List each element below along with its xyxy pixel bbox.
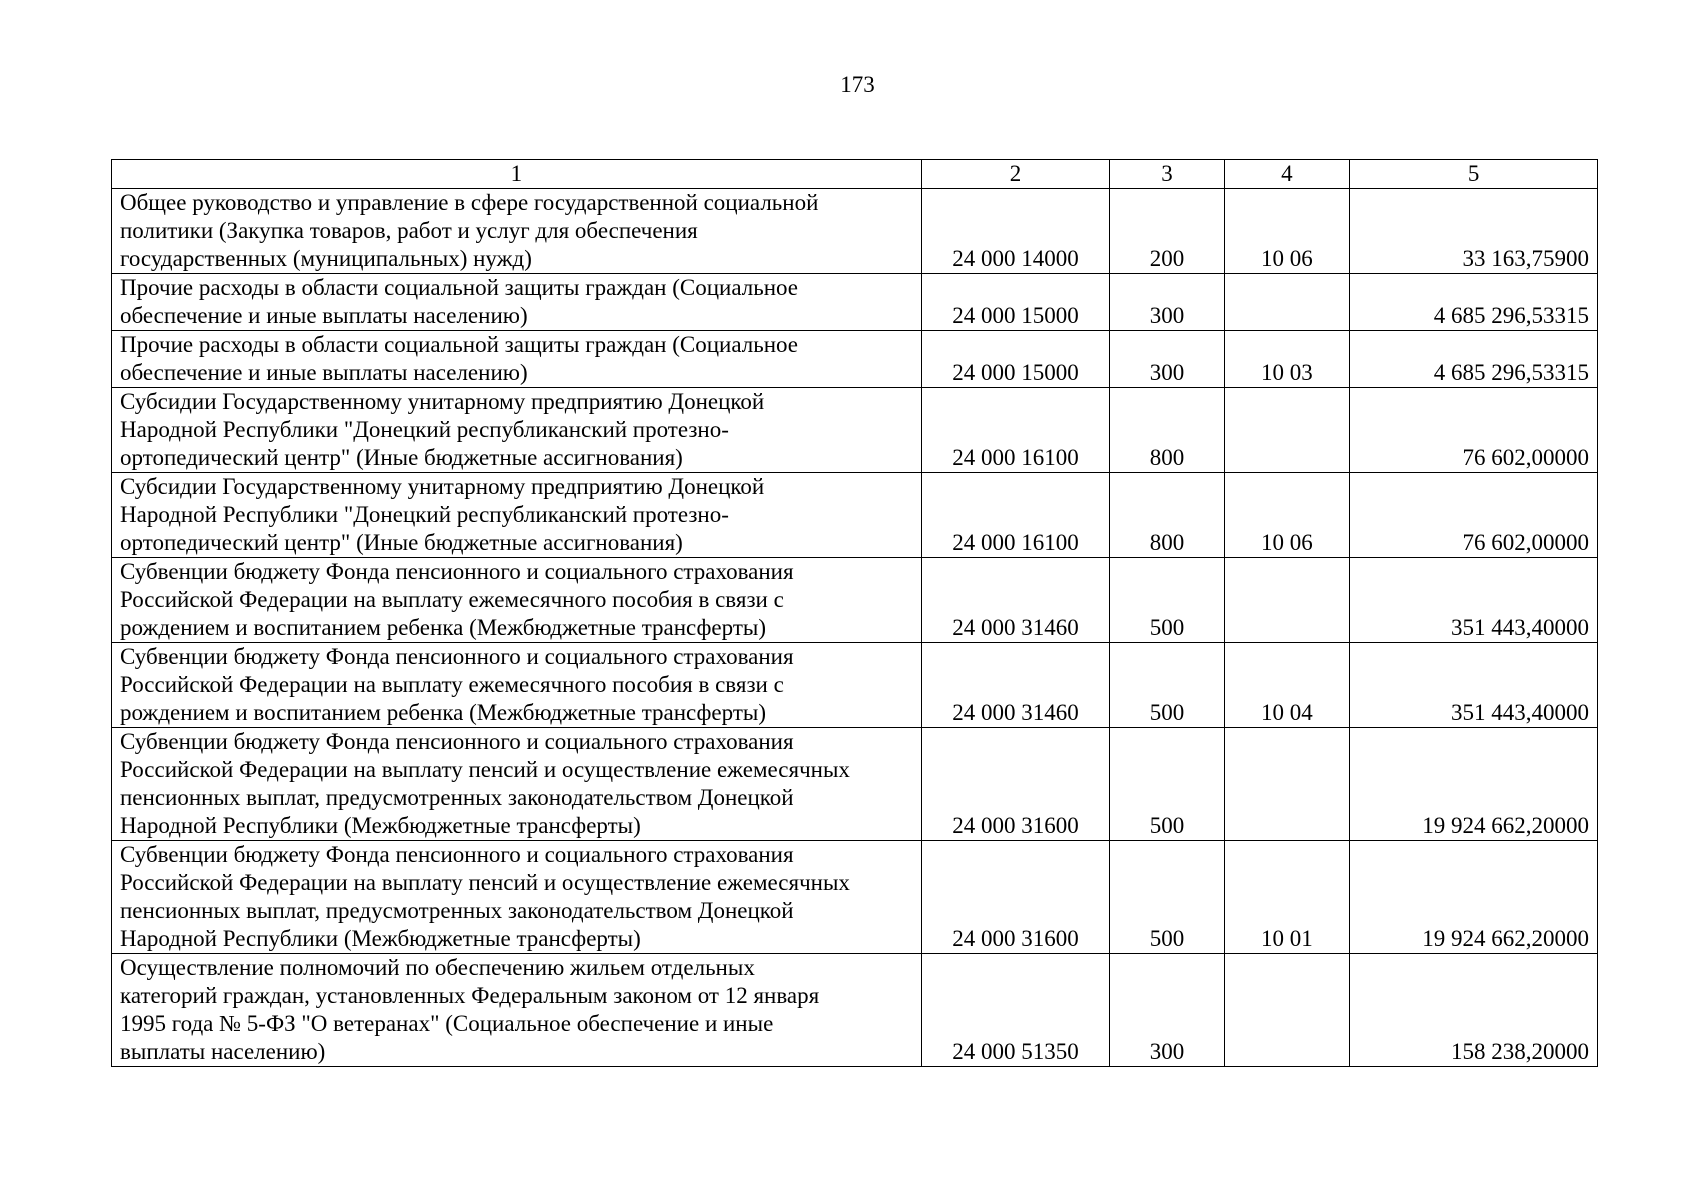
row-code: 24 000 16100 bbox=[921, 473, 1110, 558]
row-section bbox=[1224, 954, 1349, 1067]
table-row bbox=[112, 558, 1598, 643]
row-amount: 351 443,40000 bbox=[1350, 643, 1598, 728]
row-section: 10 04 bbox=[1224, 643, 1349, 728]
row-code: 24 000 31600 bbox=[921, 841, 1110, 954]
row-section: 10 03 bbox=[1224, 331, 1349, 388]
row-code: 24 000 31460 bbox=[921, 558, 1110, 643]
row-amount: 351 443,40000 bbox=[1350, 558, 1598, 643]
header-cell-1: 1 bbox=[112, 160, 922, 189]
row-amount: 33 163,75900 bbox=[1350, 189, 1598, 274]
table-row bbox=[112, 954, 1598, 1067]
header-cell-3: 3 bbox=[1110, 160, 1224, 189]
row-section bbox=[1224, 274, 1349, 331]
row-section bbox=[1224, 388, 1349, 473]
header-cell-5: 5 bbox=[1350, 160, 1598, 189]
row-description: Прочие расходы в области социальной защиты граждан (Социальное обеспечение и иные выплаты населению) bbox=[112, 331, 922, 388]
row-expense-type: 800 bbox=[1110, 388, 1224, 473]
row-expense-type: 500 bbox=[1110, 728, 1224, 841]
table-row bbox=[112, 189, 1598, 274]
row-expense-type: 300 bbox=[1110, 274, 1224, 331]
row-description: Субвенции бюджету Фонда пенсионного и социального страхования Российской Федерации на выплату ежемесячного пособия в связи с рождением и воспитанием ребенка (Межбюджетные трансферты) bbox=[112, 558, 922, 643]
row-code: 24 000 31600 bbox=[921, 728, 1110, 841]
table-row bbox=[112, 274, 1598, 331]
row-section: 10 01 bbox=[1224, 841, 1349, 954]
row-description: Общее руководство и управление в сфере государственной социальной политики (Закупка товаров, работ и услуг для обеспечения государственных (муниципальных) нужд) bbox=[112, 189, 922, 274]
row-expense-type: 300 bbox=[1110, 331, 1224, 388]
table-row bbox=[112, 388, 1598, 473]
table-row bbox=[112, 643, 1598, 728]
header-cell-2: 2 bbox=[921, 160, 1110, 189]
row-description: Субсидии Государственному унитарному предприятию Донецкой Народной Республики "Донецкий республиканский протезно- ортопедический центр" (Иные бюджетные ассигнования) bbox=[112, 388, 922, 473]
row-description: Осуществление полномочий по обеспечению жильем отдельных категорий граждан, установленных Федеральным законом от 12 января 1995 года № 5-ФЗ "О ветеранах" (Социальное обеспечение и иные выплаты населению) bbox=[112, 954, 922, 1067]
table-row bbox=[112, 728, 1598, 841]
row-amount: 158 238,20000 bbox=[1350, 954, 1598, 1067]
budget-table bbox=[111, 159, 1598, 1067]
table-row bbox=[112, 473, 1598, 558]
row-expense-type: 500 bbox=[1110, 643, 1224, 728]
page-number: 173 bbox=[840, 72, 875, 97]
header-cell-4: 4 bbox=[1224, 160, 1349, 189]
row-section bbox=[1224, 728, 1349, 841]
row-amount: 76 602,00000 bbox=[1350, 473, 1598, 558]
row-description: Прочие расходы в области социальной защиты граждан (Социальное обеспечение и иные выплаты населению) bbox=[112, 274, 922, 331]
row-expense-type: 500 bbox=[1110, 841, 1224, 954]
row-code: 24 000 14000 bbox=[921, 189, 1110, 274]
table-row bbox=[112, 331, 1598, 388]
header-row bbox=[112, 160, 1598, 189]
row-code: 24 000 31460 bbox=[921, 643, 1110, 728]
row-code: 24 000 15000 bbox=[921, 274, 1110, 331]
row-amount: 19 924 662,20000 bbox=[1350, 841, 1598, 954]
row-expense-type: 200 bbox=[1110, 189, 1224, 274]
row-section bbox=[1224, 558, 1349, 643]
row-code: 24 000 16100 bbox=[921, 388, 1110, 473]
row-expense-type: 500 bbox=[1110, 558, 1224, 643]
row-description: Субвенции бюджету Фонда пенсионного и социального страхования Российской Федерации на выплату ежемесячного пособия в связи с рождением и воспитанием ребенка (Межбюджетные трансферты) bbox=[112, 643, 922, 728]
row-description: Субвенции бюджету Фонда пенсионного и социального страхования Российской Федерации на выплату пенсий и осуществление ежемесячных пенсионных выплат, предусмотренных законодательством Донецкой Народной Республики (Межбюджетные трансферты) bbox=[112, 841, 922, 954]
row-code: 24 000 51350 bbox=[921, 954, 1110, 1067]
row-section: 10 06 bbox=[1224, 473, 1349, 558]
row-amount: 76 602,00000 bbox=[1350, 388, 1598, 473]
row-amount: 4 685 296,53315 bbox=[1350, 331, 1598, 388]
row-description: Субсидии Государственному унитарному предприятию Донецкой Народной Республики "Донецкий республиканский протезно- ортопедический центр" (Иные бюджетные ассигнования) bbox=[112, 473, 922, 558]
row-amount: 19 924 662,20000 bbox=[1350, 728, 1598, 841]
row-description: Субвенции бюджету Фонда пенсионного и социального страхования Российской Федерации на выплату пенсий и осуществление ежемесячных пенсионных выплат, предусмотренных законодательством Донецкой Народной Республики (Межбюджетные трансферты) bbox=[112, 728, 922, 841]
row-code: 24 000 15000 bbox=[921, 331, 1110, 388]
row-expense-type: 800 bbox=[1110, 473, 1224, 558]
row-amount: 4 685 296,53315 bbox=[1350, 274, 1598, 331]
row-section: 10 06 bbox=[1224, 189, 1349, 274]
table-row bbox=[112, 841, 1598, 954]
row-expense-type: 300 bbox=[1110, 954, 1224, 1067]
